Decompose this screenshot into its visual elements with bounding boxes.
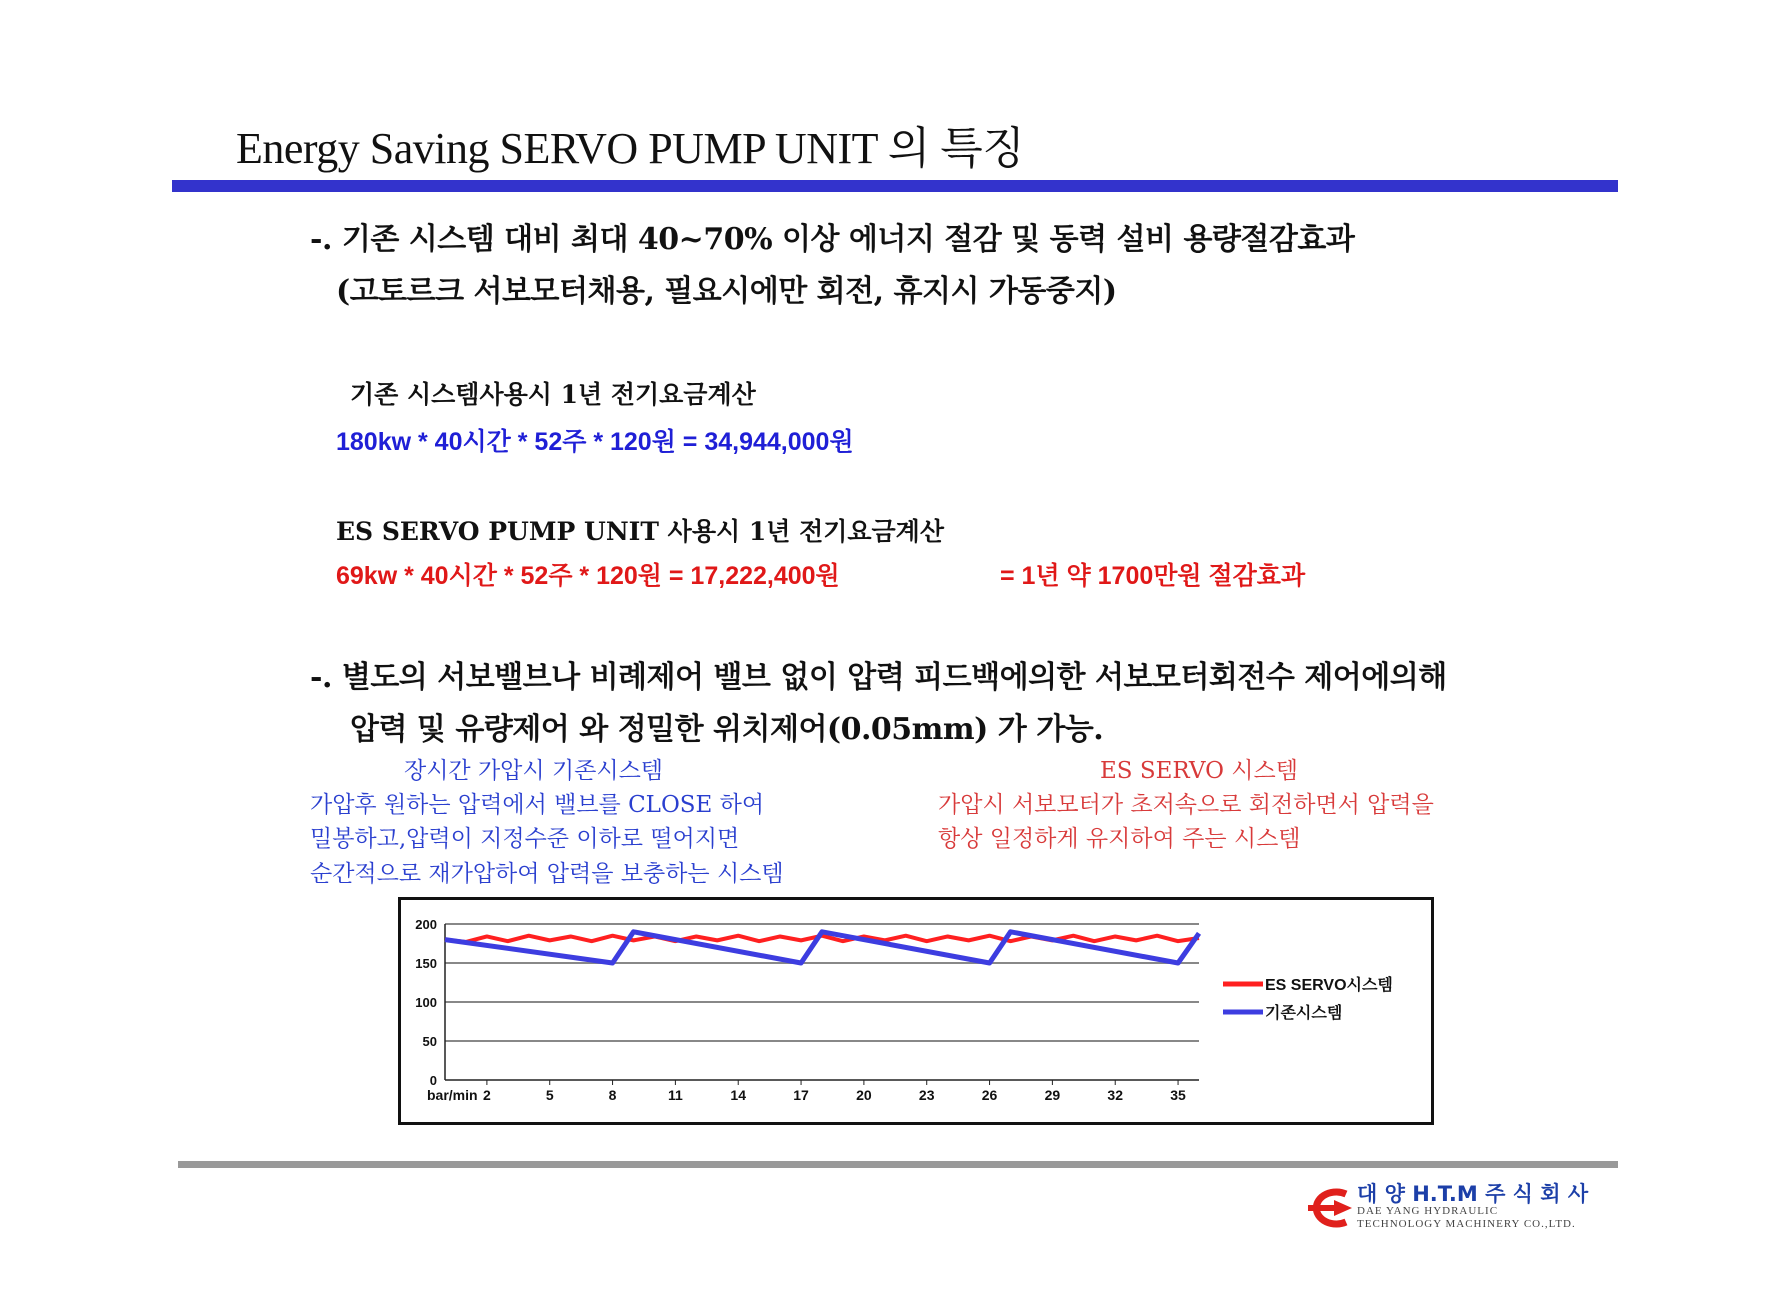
bullet2-line1: -. 별도의 서보밸브나 비례제어 밸브 없이 압력 피드백에의한 서보모터회전수 제어에의해 — [310, 660, 1447, 695]
servo-calc-result: = 1년 약 1700만원 절감효과 — [1000, 562, 1306, 590]
servo-note-line: 가압시 서보모터가 초저속으로 회전하면서 압력을 — [938, 792, 1434, 818]
x-tick-label: 26 — [981, 1087, 998, 1103]
servo-note-line: 항상 일정하게 유지하여 주는 시스템 — [938, 826, 1301, 852]
y-tick-label: 150 — [415, 956, 437, 971]
existing-note-line: 밀봉하고,압력이 지정수준 이하로 떨어지면 — [310, 826, 740, 852]
y-tick-label: 0 — [429, 1073, 437, 1088]
company-name-english-1: DAE YANG HYDRAULIC — [1357, 1205, 1499, 1217]
x-tick-label: 11 — [667, 1087, 683, 1103]
page-title: Energy Saving SERVO PUMP UNIT 의 특징 — [236, 124, 1025, 173]
bullet1-line2: (고토르크 서보모터채용, 필요시에만 회전, 휴지시 가동중지) — [336, 274, 1117, 309]
servo-calc-formula: 69kw * 40시간 * 52주 * 120원 = 17,222,400원 — [336, 562, 840, 590]
existing-note-line: 가압후 원하는 압력에서 밸브를 CLOSE 하여 — [310, 792, 765, 818]
y-tick-label: 50 — [422, 1034, 437, 1049]
existing-note-heading: 장시간 가압시 기존시스템 — [404, 758, 664, 784]
x-tick-label: 17 — [793, 1087, 809, 1103]
servo-calc-label: ES SERVO PUMP UNIT 사용시 1년 전기요금계산 — [336, 517, 944, 546]
company-name-korean: 대 양 H.T.M 주 식 회 사 — [1357, 1182, 1589, 1206]
company-name-english-2: TECHNOLOGY MACHINERY CO.,LTD. — [1357, 1218, 1576, 1230]
x-tick-label: 5 — [545, 1087, 554, 1103]
legend-label: ES SERVO시스템 — [1265, 977, 1393, 994]
legend-label: 기존시스템 — [1265, 1005, 1343, 1022]
existing-calc-formula: 180kw * 40시간 * 52주 * 120원 = 34,944,000원 — [336, 428, 854, 456]
footer-rule — [178, 1161, 1618, 1168]
bullet2-line2: 압력 및 유량제어 와 정밀한 위치제어(0.05mm) 가 가능. — [350, 712, 1104, 747]
x-tick-label: 35 — [1170, 1087, 1186, 1103]
x-tick-label: 8 — [608, 1087, 617, 1103]
x-tick-label: 32 — [1107, 1087, 1124, 1103]
y-tick-label: 100 — [415, 995, 437, 1010]
bullet1-line1: -. 기존 시스템 대비 최대 40~70% 이상 에너지 절감 및 동력 설비 용량절감효과 — [310, 222, 1355, 257]
company-logo-icon — [1306, 1186, 1356, 1230]
x-tick-label: 29 — [1044, 1087, 1061, 1103]
series-line — [445, 936, 1199, 942]
existing-note-line: 순간적으로 재가압하여 압력을 보충하는 시스템 — [310, 861, 784, 887]
y-tick-label: 200 — [415, 917, 437, 932]
title-underline — [172, 180, 1618, 192]
x-tick-label: 14 — [730, 1087, 747, 1103]
existing-calc-label: 기존 시스템사용시 1년 전기요금계산 — [350, 380, 756, 409]
pressure-chart-svg — [401, 900, 1431, 1122]
servo-note-heading: ES SERVO 시스템 — [1100, 758, 1298, 784]
x-tick-label: 20 — [856, 1087, 872, 1103]
x-tick-label: 23 — [918, 1087, 935, 1103]
x-axis-label: bar/min — [427, 1087, 478, 1103]
x-tick-label: 2 — [482, 1087, 491, 1103]
pressure-chart — [398, 897, 1434, 1125]
